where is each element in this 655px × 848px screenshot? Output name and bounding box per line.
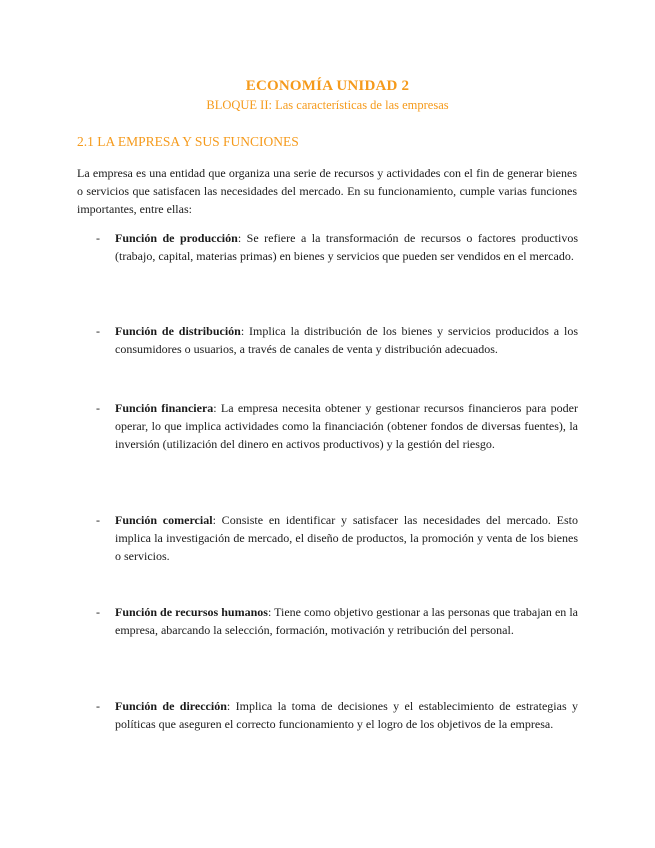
list-item-body (115, 399, 578, 453)
list-item-distribucion (96, 322, 578, 358)
list-bullet: - (96, 605, 100, 619)
list-bullet: - (96, 513, 100, 527)
list-bullet: - (96, 324, 100, 338)
function-description: : Implica la distribución de los bienes y servicios producidos a los consumidores o usuarios, a través de canales de venta y distribución adecuados. (115, 324, 578, 356)
function-description: : La empresa necesita obtener y gestionar recursos financieros para poder operar, lo que implica actividades como la financiación (obtener fondos de diversas fuentes), la inversión (utilización del dinero en activos productivos) y la gestión del riesgo. (115, 401, 578, 451)
list-item-body (115, 697, 578, 733)
list-item-body (115, 511, 578, 565)
function-term: Función financiera (115, 401, 214, 415)
list-item-body (115, 229, 578, 265)
intro-paragraph: La empresa es una entidad que organiza una serie de recursos y actividades con el fin de generar bienes o servicios que satisfacen las necesidades del mercado. En su funcionamiento, cumple varias funciones importantes, entre ellas: (77, 166, 577, 216)
function-term: Función de producción (115, 231, 238, 245)
list-item-body (115, 322, 578, 358)
list-bullet: - (96, 401, 100, 415)
section-heading: 2.1 LA EMPRESA Y SUS FUNCIONES (77, 134, 299, 149)
list-bullet: - (96, 231, 100, 245)
document-subtitle: BLOQUE II: Las características de las empresas (206, 98, 449, 112)
document-title: ECONOMÍA UNIDAD 2 (245, 78, 410, 94)
function-description: : Se refiere a la transformación de recursos o factores productivos (trabajo, capital, materias primas) en bienes y servicios que pueden ser vendidos en el mercado. (115, 231, 578, 263)
function-description: : Tiene como objetivo gestionar a las personas que trabajan en la empresa, abarcando la selección, formación, motivación y retribución del personal. (115, 605, 578, 637)
function-description: : Implica la toma de decisiones y el establecimiento de estrategias y políticas que aseguren el correcto funcionamiento y el logro de los objetivos de la empresa. (115, 699, 578, 731)
function-term: Función de recursos humanos (115, 605, 268, 619)
function-description: : Consiste en identificar y satisfacer las necesidades del mercado. Esto implica la investigación de mercado, el diseño de productos, la promoción y venta de los bienes o servicios. (115, 513, 579, 563)
list-item-comercial (96, 511, 578, 565)
list-item-recursos-humanos (96, 603, 578, 639)
function-term: Función de dirección (115, 699, 227, 713)
function-term: Función de distribución (115, 324, 241, 338)
list-item-produccion (96, 229, 578, 265)
list-item-body (115, 603, 578, 639)
function-term: Función comercial (115, 513, 213, 527)
list-bullet: - (96, 699, 100, 713)
list-item-direccion (96, 697, 578, 733)
list-item-financiera (96, 399, 578, 453)
